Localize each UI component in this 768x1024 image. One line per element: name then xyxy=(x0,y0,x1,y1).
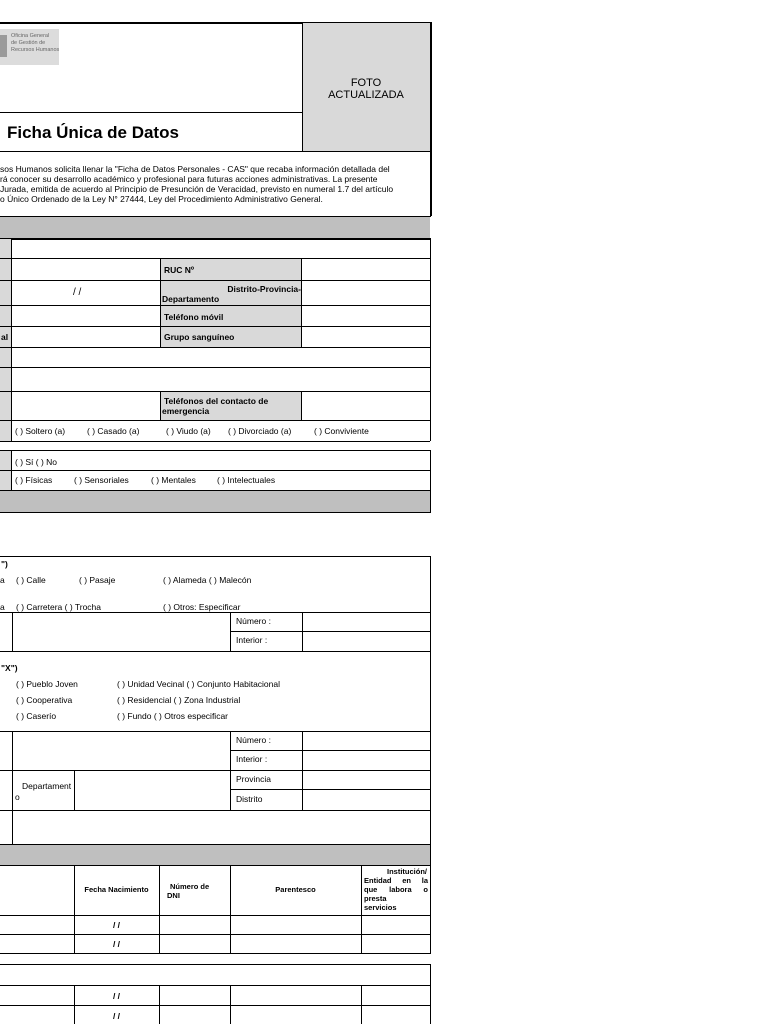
institution-logo xyxy=(0,29,59,65)
emergency-phone-field[interactable] xyxy=(304,393,428,418)
family-row1-date: / / xyxy=(112,920,121,930)
department-label-line2: o xyxy=(15,792,20,802)
disability-physical[interactable]: ( ) Físicas xyxy=(15,475,53,485)
dni-field[interactable] xyxy=(14,260,158,278)
civil-status-married[interactable]: ( ) Casado (a) xyxy=(87,426,140,436)
address-fragment-a2: a xyxy=(0,602,5,612)
emergency-label-line2: emergencia xyxy=(162,406,210,416)
col-institution-2: Entidad en la xyxy=(364,876,428,885)
numero-label-2: Número : xyxy=(236,735,271,745)
disability-yes-no[interactable]: ( ) Sí ( ) No xyxy=(15,457,58,467)
distrito-label: Distrito xyxy=(236,794,263,804)
disability-mental[interactable]: ( ) Mentales xyxy=(151,475,196,485)
col-birth-date: Fecha Nacimiento xyxy=(84,885,149,894)
interior-field-2[interactable] xyxy=(304,752,428,769)
zone-pueblo-joven[interactable]: ( ) Pueblo Joven xyxy=(16,679,78,689)
family-row2-date: / / xyxy=(112,939,121,949)
district-field[interactable] xyxy=(304,282,428,303)
logo-text-1: Oficina General xyxy=(11,33,50,39)
interior-label-1: Interior : xyxy=(236,635,268,645)
numero-label-1: Número : xyxy=(236,616,271,626)
intro-line-2: rá conocer su desarrollo académico y profesional para futuras acciones administrativas. La presente xyxy=(0,174,378,184)
col-institution-3: que labora o xyxy=(364,885,428,894)
civil-status-cohabiting[interactable]: ( ) Conviviente xyxy=(314,426,369,436)
zone-cooperativa[interactable]: ( ) Cooperativa xyxy=(16,695,73,705)
logo-text-3: Recursos Humanos xyxy=(11,47,60,53)
zone-name-field[interactable] xyxy=(14,733,228,768)
ruc-field[interactable] xyxy=(304,260,428,278)
via-alameda-malecon[interactable]: ( ) Alameda ( ) Malecón xyxy=(163,575,252,585)
photo-label-2: ACTUALIZADA xyxy=(328,89,404,101)
col-dni-line1: Número de xyxy=(170,882,210,891)
section-band-disability xyxy=(0,491,430,512)
emergency-name-field[interactable] xyxy=(14,393,158,418)
col-relation: Parentesco xyxy=(275,885,316,894)
col-dni-line2: DNI xyxy=(167,891,180,900)
fragment-al: al xyxy=(1,332,9,342)
zone-residencial[interactable]: ( ) Residencial ( ) Zona Industrial xyxy=(117,695,241,705)
intro-line-1: sos Humanos solicita llenar la "Ficha de Datos Personales - CAS" que recaba información detallada del xyxy=(0,164,390,174)
photo-label-1: FOTO xyxy=(350,77,382,89)
col-institution-5: servicios xyxy=(364,903,397,912)
interior-field-1[interactable] xyxy=(304,633,428,650)
disability-intellectual[interactable]: ( ) Intelectuales xyxy=(217,475,276,485)
via-pasaje[interactable]: ( ) Pasaje xyxy=(79,575,116,585)
provincia-label: Provincia xyxy=(236,774,271,784)
phone-field[interactable] xyxy=(14,307,158,324)
col-institution-1: Institución/ xyxy=(387,867,427,876)
nationality-field[interactable] xyxy=(14,328,158,345)
civil-status-widowed[interactable]: ( ) Viudo (a) xyxy=(166,426,211,436)
ruc-label: RUC Nº xyxy=(164,265,195,275)
department-field[interactable] xyxy=(76,772,228,808)
blood-field[interactable] xyxy=(304,328,428,345)
disability-label-column xyxy=(0,451,12,491)
district-label-line1: Distrito-Provincia- xyxy=(227,284,301,294)
col-institution-4: presta xyxy=(364,894,387,903)
civil-status-divorced[interactable]: ( ) Divorciado (a) xyxy=(228,426,292,436)
reference-field[interactable] xyxy=(14,812,428,842)
email-field[interactable] xyxy=(14,349,428,365)
intro-line-3: Jurada, emitida de acuerdo al Principio de Presunción de Veracidad, previsto en numeral 1.7 del artículo xyxy=(0,184,394,194)
department-label-line1: Departament xyxy=(22,781,72,791)
provincia-field[interactable] xyxy=(304,771,428,788)
mobile-label: Teléfono móvil xyxy=(164,312,224,322)
disability-sensory[interactable]: ( ) Sensoriales xyxy=(74,475,129,485)
blood-label: Grupo sanguíneo xyxy=(164,332,235,342)
via-otros[interactable]: ( ) Otros: Especificar xyxy=(163,602,241,612)
street-name-field[interactable] xyxy=(14,614,228,649)
numero-field-1[interactable] xyxy=(304,613,428,630)
district-label-line2: Departamento xyxy=(162,294,220,304)
zone-fragment-x: "X") xyxy=(1,663,18,673)
page-title: Ficha Única de Datos xyxy=(7,123,179,142)
zone-unidad-vecinal[interactable]: ( ) Unidad Vecinal ( ) Conjunto Habitacional xyxy=(117,679,281,689)
logo-text-2: de Gestión de xyxy=(11,40,46,46)
interior-label-2: Interior : xyxy=(236,754,268,764)
logo-emblem-icon xyxy=(0,35,7,57)
birth-date-separators: / / xyxy=(73,287,82,298)
family2-row1-date: / / xyxy=(112,991,121,1001)
zone-caserio[interactable]: ( ) Caserío xyxy=(16,711,57,721)
emergency-label-line1: Teléfonos del contacto de xyxy=(164,396,269,406)
via-calle[interactable]: ( ) Calle xyxy=(16,575,46,585)
emergency-contact-field[interactable] xyxy=(14,369,428,389)
address-fragment-a1: a xyxy=(0,575,5,585)
section-band-family xyxy=(0,845,430,865)
civil-status-single[interactable]: ( ) Soltero (a) xyxy=(15,426,66,436)
numero-field-2[interactable] xyxy=(304,732,428,749)
full-name-field[interactable] xyxy=(14,240,428,257)
distrito-field[interactable] xyxy=(304,791,428,808)
via-carretera-trocha[interactable]: ( ) Carretera ( ) Trocha xyxy=(16,602,102,612)
intro-line-4: o Único Ordenado de la Ley N° 27444, Ley del Procedimiento Administrativo General. xyxy=(0,194,323,204)
family2-row2-date: / / xyxy=(112,1011,121,1021)
section-band-personal xyxy=(0,217,430,238)
mobile-field[interactable] xyxy=(304,307,428,324)
zone-fundo[interactable]: ( ) Fundo ( ) Otros especificar xyxy=(117,711,229,721)
address-fragment-quote: ") xyxy=(1,559,8,569)
